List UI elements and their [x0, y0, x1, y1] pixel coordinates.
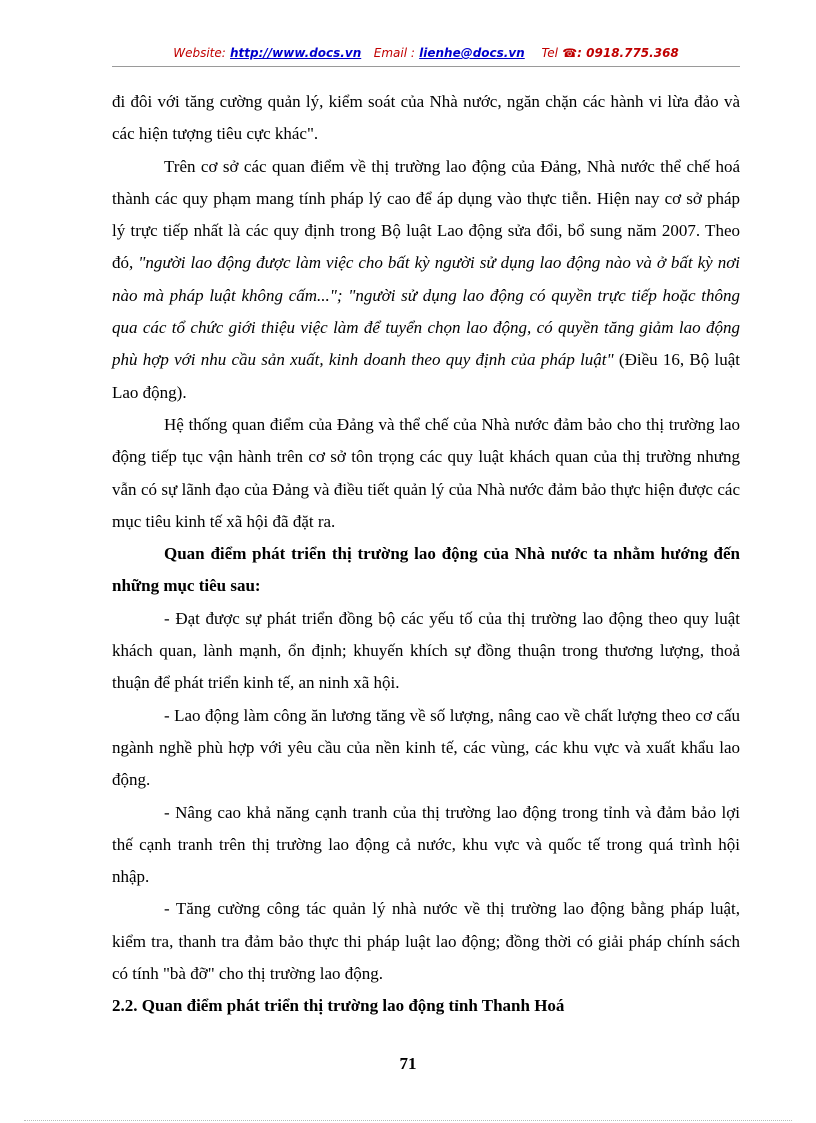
list-item: - Tăng cường công tác quản lý nhà nước về thị trường lao động bằng pháp luật, kiểm tra, thanh tra đảm bảo thực thi pháp luật lao động; đồng thời có giải pháp chính sách có tính "bà đỡ" cho thị trường lao động.	[112, 899, 740, 984]
list-item: - Lao động làm công ăn lương tăng về số lượng, nâng cao về chất lượng theo cơ cấu ngành nghề phù hợp với yêu cầu của nền kinh tế, các vùng, các khu vực và xuất khẩu lao động.	[112, 705, 740, 790]
list-item: - Đạt được sự phát triển đồng bộ các yếu tố của thị trường lao động theo quy luật khách quan, lành mạnh, ổn định; khuyến khích sự đồng thuận trong thương lượng, thoả thuận để phát triển kinh tế, an ninh xã hội.	[112, 608, 740, 693]
page-header	[110, 46, 742, 60]
body-text	[112, 86, 740, 1023]
tel-label: Tel	[541, 46, 559, 60]
quotation: "người lao động được làm việc cho bất kỳ người sử dụng lao động nào và ở bất kỳ nơi nào mà pháp luật không cấm..."; "người sử dụng lao động có quyền trực tiếp hoặc thông qua các tổ chức giới thiệu việc làm để tuyển chọn lao động, có quyền tăng giảm lao động phù hợp với nhu cầu sản xuất, kinh doanh theo quy định của pháp luật"	[112, 253, 741, 370]
paragraph: Hệ thống quan điểm của Đảng và thể chế của Nhà nước đảm bảo cho thị trường lao động tiếp tục vận hành trên cơ sở tôn trọng các quy luật khách quan của thị trường nhưng vẫn có sự lãnh đạo của Đảng và điều tiết quản lý của Nhà nước đảm bảo thực hiện được các mục tiêu kinh tế xã hội đã đặt ra.	[112, 414, 740, 531]
footer-divider	[24, 1120, 792, 1121]
paragraph-text: Trên cơ sở các quan điểm về thị trường lao động của Đảng, Nhà nước thể chế hoá thành các quy phạm mang tính pháp lý cao để áp dụng vào thực tiễn. Hiện nay cơ sở pháp lý trực tiếp nhất là các quy định trong Bộ luật Lao động sửa đổi, bổ sung năm 2007. Theo đó,	[112, 156, 740, 273]
list-item: - Nâng cao khả năng cạnh tranh của thị trường lao động trong tỉnh và đảm bảo lợi thế cạnh tranh trên thị trường lao động cả nước, khu vực và quốc tế trong quá trình hội nhập.	[112, 802, 740, 887]
section-lead: Quan điểm phát triển thị trường lao động của Nhà nước ta nhằm hướng đến những mục tiêu sau:	[112, 544, 740, 596]
email-label: Email :	[373, 46, 415, 60]
paragraph	[112, 151, 740, 409]
email-link[interactable]: lienhe@docs.vn	[419, 46, 525, 60]
page-number: 71	[399, 1054, 417, 1073]
section-heading: 2.2. Quan điểm phát triển thị trường lao động tỉnh Thanh Hoá	[112, 996, 565, 1016]
website-label: Website:	[173, 46, 226, 60]
header-divider	[112, 66, 740, 67]
paragraph: đi đôi với tăng cường quản lý, kiểm soát của Nhà nước, ngăn chặn các hành vi lừa đảo và các hiện tượng tiêu cực khác".	[112, 92, 740, 144]
website-link[interactable]: http://www.docs.vn	[230, 46, 362, 60]
phone-icon: ☎	[562, 46, 578, 60]
citation: (Điều 16, Bộ luật Lao động).	[112, 350, 740, 402]
tel-number: : 0918.775.368	[577, 46, 679, 60]
